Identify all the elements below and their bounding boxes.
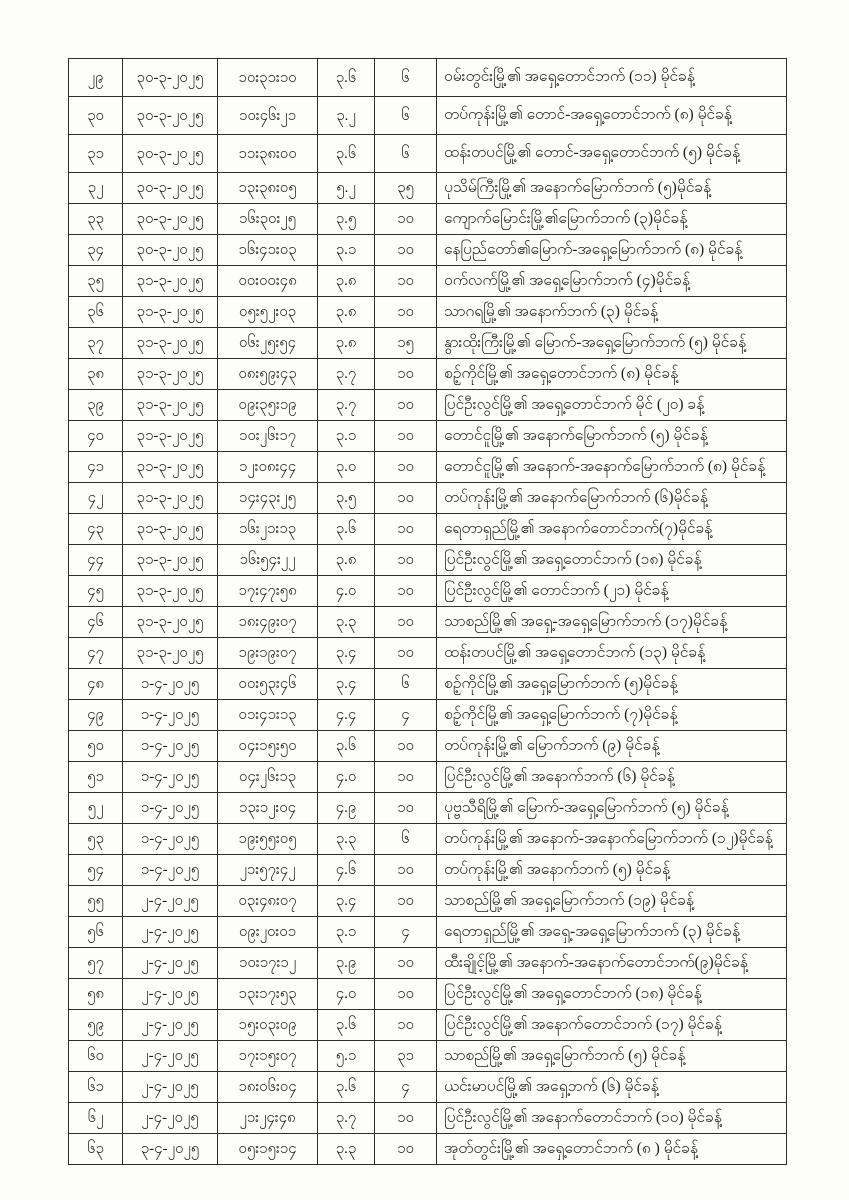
no-cell: ၃၄ [69,235,123,266]
location-cell: တပ်ကုန်းမြို့၏ အနောက်မြောက်ဘက် (၆)မိုင်ခန့် [437,483,787,514]
no-cell: ၃၁ [69,135,123,173]
date-cell: ၃၁-၃-၂၀၂၅ [123,328,218,359]
magnitude-cell: ၃.၂ [318,97,375,135]
time-cell: ၁၆း၂၁း၁၃ [218,514,318,545]
date-cell: ၃၁-၃-၂၀၂၅ [123,607,218,638]
time-cell: ၁၆း၅၄း၂၂ [218,545,318,576]
magnitude-cell: ၃.၅ [318,204,375,235]
magnitude-cell: ၃.၆ [318,59,375,97]
date-cell: ၃၁-၃-၂၀၂၅ [123,359,218,390]
depth-cell: ၁၅ [375,328,437,359]
depth-cell: ၁၀ [375,855,437,886]
time-cell: ၁၃း၃၈း၀၅ [218,173,318,204]
time-cell: ၀၁း၄၁း၁၃ [218,700,318,731]
depth-cell: ၆ [375,135,437,173]
depth-cell: ၁၀ [375,390,437,421]
date-cell: ၁-၄-၂၀၂၅ [123,762,218,793]
table-row [69,948,787,979]
date-cell: ၂-၄-၂၀၂၅ [123,1041,218,1072]
magnitude-cell: ၃.၇ [318,1103,375,1134]
location-cell: ပုသိမ်ကြီးမြို့၏ အနောက်မြောက်ဘက် (၅)မိုင်ခန့် [437,173,787,204]
location-cell: ပုဗ္ဗသီရိမြို့၏ မြောက်-အရှေ့မြောက်ဘက် (၅) မိုင်ခန့် [437,793,787,824]
table-row [69,1041,787,1072]
time-cell: ၁၈း၄၉း၀၇ [218,607,318,638]
date-cell: ၁-၄-၂၀၂၅ [123,669,218,700]
magnitude-cell: ၅.၁ [318,1041,375,1072]
depth-cell: ၄ [375,700,437,731]
magnitude-cell: ၃.၄ [318,886,375,917]
time-cell: ၁၃း၁၇း၅၃ [218,979,318,1010]
table-row [69,359,787,390]
location-cell: သာစည်မြို့၏ အရှေ့-အရှေ့မြောက်ဘက် (၁၇)မိုင်ခန့် [437,607,787,638]
date-cell: ၃-၄-၂၀၂၅ [123,1134,218,1165]
time-cell: ၁၀း၄၆း၂၁ [218,97,318,135]
time-cell: ၀၄း၁၅း၅၀ [218,731,318,762]
location-cell: နေပြည်တော်၏မြောက်-အရှေ့မြောက်ဘက် (၈) မိုင်ခန့် [437,235,787,266]
table-row [69,1010,787,1041]
depth-cell: ၃၁ [375,1041,437,1072]
time-cell: ၁၅း၀၃း၀၉ [218,1010,318,1041]
time-cell: ၁၇း၄၇း၅၈ [218,576,318,607]
no-cell: ၆၂ [69,1103,123,1134]
table-row [69,173,787,204]
depth-cell: ၁၀ [375,452,437,483]
table-row [69,97,787,135]
date-cell: ၁-၄-၂၀၂၅ [123,700,218,731]
depth-cell: ၁၀ [375,762,437,793]
date-cell: ၂-၄-၂၀၂၅ [123,979,218,1010]
date-cell: ၂-၄-၂၀၂၅ [123,1072,218,1103]
no-cell: ၃၆ [69,297,123,328]
location-cell: သာဂရမြို့၏ အနောက်ဘက် (၃) မိုင်ခန့် [437,297,787,328]
time-cell: ၁၃း၁၂း၀၄ [218,793,318,824]
depth-cell: ၄ [375,917,437,948]
magnitude-cell: ၄.၆ [318,855,375,886]
location-cell: ရေတာရှည်မြို့၏ အနောက်တောင်ဘက်(၇)မိုင်ခန့် [437,514,787,545]
table-row [69,607,787,638]
depth-cell: ၃၅ [375,173,437,204]
depth-cell: ၁၀ [375,948,437,979]
depth-cell: ၁၀ [375,204,437,235]
date-cell: ၃၀-၃-၂၀၂၅ [123,235,218,266]
location-cell: ကျောက်မြောင်းမြို့၏မြောက်ဘက် (၃)မိုင်ခန့် [437,204,787,235]
magnitude-cell: ၃.၃ [318,607,375,638]
table-row [69,1134,787,1165]
location-cell: ပြင်ဦးလွင်မြို့၏ အနောက်ဘက် (၆) မိုင်ခန့် [437,762,787,793]
table-row [69,669,787,700]
no-cell: ၅၄ [69,855,123,886]
table-row [69,452,787,483]
table-row [69,135,787,173]
table-row [69,1103,787,1134]
depth-cell: ၁၀ [375,607,437,638]
magnitude-cell: ၃.၀ [318,452,375,483]
date-cell: ၁-၄-၂၀၂၅ [123,793,218,824]
magnitude-cell: ၄.၉ [318,793,375,824]
depth-cell: ၁၀ [375,483,437,514]
location-cell: နွားထိုးကြီးမြို့၏ မြောက်-အရှေ့မြောက်ဘက် (၅) မိုင်ခန့် [437,328,787,359]
date-cell: ၃၁-၃-၂၀၂၅ [123,545,218,576]
no-cell: ၄၈ [69,669,123,700]
no-cell: ၄၆ [69,607,123,638]
magnitude-cell: ၃.၁ [318,917,375,948]
date-cell: ၃၀-၃-၂၀၂၅ [123,135,218,173]
depth-cell: ၁၀ [375,979,437,1010]
depth-cell: ၁၀ [375,1103,437,1134]
date-cell: ၃၁-၃-၂၀၂၅ [123,452,218,483]
time-cell: ၀၉း၂၀း၀၁ [218,917,318,948]
time-cell: ၀၀း၅၃း၄၆ [218,669,318,700]
magnitude-cell: ၃.၉ [318,948,375,979]
no-cell: ၆၃ [69,1134,123,1165]
time-cell: ၁၄း၄၃း၂၅ [218,483,318,514]
time-cell: ၂၁း၅၇း၄၂ [218,855,318,886]
time-cell: ၁၀း၂၆း၁၇ [218,421,318,452]
date-cell: ၃၀-၃-၂၀၂၅ [123,204,218,235]
no-cell: ၄၁ [69,452,123,483]
table-row [69,545,787,576]
location-cell: ထီးချိုင့်မြို့၏ အနောက်-အနောက်တောင်ဘက်(၉)မိုင်ခန့် [437,948,787,979]
magnitude-cell: ၃.၃ [318,824,375,855]
no-cell: ၄၃ [69,514,123,545]
date-cell: ၃၁-၃-၂၀၂၅ [123,483,218,514]
date-cell: ၂-၄-၂၀၂၅ [123,917,218,948]
no-cell: ၃၅ [69,266,123,297]
location-cell: ပြင်ဦးလွင်မြို့၏ အနောက်တောင်ဘက် (၁၇) မိုင်ခန့် [437,1010,787,1041]
depth-cell: ၆ [375,669,437,700]
magnitude-cell: ၃.၆ [318,1072,375,1103]
date-cell: ၃၀-၃-၂၀၂၅ [123,97,218,135]
time-cell: ၁၀း၃၁း၁၀ [218,59,318,97]
table-row [69,266,787,297]
depth-cell: ၁၀ [375,886,437,917]
location-cell: ယင်းမာပင်မြို့၏ အရှေ့ဘက် (၆) မိုင်ခန့် [437,1072,787,1103]
table-body [69,59,787,1165]
magnitude-cell: ၃.၈ [318,545,375,576]
date-cell: ၃၀-၃-၂၀၂၅ [123,173,218,204]
no-cell: ၆၁ [69,1072,123,1103]
location-cell: တပ်ကုန်းမြို့၏ အနောက်ဘက် (၅) မိုင်ခန့် [437,855,787,886]
table-row [69,59,787,97]
location-cell: တပ်ကုန်းမြို့၏ အနောက်-အနောက်မြောက်ဘက် (၁၂)မိုင်ခန့် [437,824,787,855]
no-cell: ၅၆ [69,917,123,948]
location-cell: ထန်းတပင်မြို့၏ တောင်-အရှေ့တောင်ဘက် (၅) မိုင်ခန့် [437,135,787,173]
location-cell: စဉ့်ကိုင်မြို့၏ အရှေ့တောင်ဘက် (၈) မိုင်ခန့် [437,359,787,390]
time-cell: ၁၂း၀၈း၄၄ [218,452,318,483]
location-cell: တောင်ငူမြို့၏ အနောက်-အနောက်မြောက်ဘက် (၈) မိုင်ခန့် [437,452,787,483]
depth-cell: ၁၀ [375,266,437,297]
location-cell: တပ်ကုန်းမြို့၏ မြောက်ဘက် (၉) မိုင်ခန့် [437,731,787,762]
no-cell: ၄၄ [69,545,123,576]
no-cell: ၆၀ [69,1041,123,1072]
table-row [69,886,787,917]
magnitude-cell: ၄.၀ [318,762,375,793]
date-cell: ၁-၄-၂၀၂၅ [123,731,218,762]
location-cell: ရေတာရှည်မြို့၏ အရှေ့-အရှေ့မြောက်ဘက် (၃) မိုင်ခန့် [437,917,787,948]
table-row [69,762,787,793]
location-cell: ပြင်ဦးလွင်မြို့၏ အရှေ့တောင်ဘက် မိုင် (၂၀) ခန့် [437,390,787,421]
date-cell: ၁-၄-၂၀၂၅ [123,855,218,886]
no-cell: ၃၇ [69,328,123,359]
magnitude-cell: ၄.၀ [318,979,375,1010]
location-cell: ဝက်လက်မြို့၏ အရှေ့မြောက်ဘက် (၄)မိုင်ခန့် [437,266,787,297]
magnitude-cell: ၃.၅ [318,483,375,514]
time-cell: ၁၆း၄၁း၀၃ [218,235,318,266]
no-cell: ၅၀ [69,731,123,762]
time-cell: ၀၃း၄၈း၀၇ [218,886,318,917]
no-cell: ၃၀ [69,97,123,135]
location-cell: ပြင်ဦးလွင်မြို့၏ တောင်ဘက် (၂၁) မိုင်ခန့် [437,576,787,607]
table-row [69,793,787,824]
location-cell: စဉ့်ကိုင်မြို့၏ အရှေ့မြောက်ဘက် (၅)မိုင်ခန့် [437,669,787,700]
magnitude-cell: ၃.၇ [318,390,375,421]
no-cell: ၄၅ [69,576,123,607]
date-cell: ၃၀-၃-၂၀၂၅ [123,59,218,97]
table-row [69,421,787,452]
depth-cell: ၆ [375,59,437,97]
no-cell: ၅၃ [69,824,123,855]
no-cell: ၄၂ [69,483,123,514]
table-row [69,235,787,266]
depth-cell: ၁၀ [375,421,437,452]
location-cell: သာစည်မြို့၏ အရှေ့မြောက်ဘက် (၁၉) မိုင်ခန့် [437,886,787,917]
date-cell: ၃၁-၃-၂၀၂၅ [123,297,218,328]
table-row [69,731,787,762]
location-cell: တောင်ငူမြို့၏ အနောက်မြောက်ဘက် (၅) မိုင်ခန့် [437,421,787,452]
depth-cell: ၁၀ [375,1134,437,1165]
no-cell: ၅၂ [69,793,123,824]
table-row [69,917,787,948]
location-cell: ပြင်ဦးလွင်မြို့၏ အရှေ့တောင်ဘက် (၁၈) မိုင်ခန့် [437,979,787,1010]
no-cell: ၅၈ [69,979,123,1010]
time-cell: ၁၆း၃၀း၂၅ [218,204,318,235]
no-cell: ၅၁ [69,762,123,793]
time-cell: ၀၉း၃၅း၁၉ [218,390,318,421]
time-cell: ၁၉း၁၉း၀၇ [218,638,318,669]
time-cell: ၁၀း၁၇း၁၂ [218,948,318,979]
magnitude-cell: ၃.၁ [318,235,375,266]
location-cell: တပ်ကုန်းမြို့၏ တောင်-အရှေ့တောင်ဘက် (၈) မိုင်ခန့် [437,97,787,135]
table-row [69,824,787,855]
no-cell: ၅၉ [69,1010,123,1041]
date-cell: ၁-၄-၂၀၂၅ [123,824,218,855]
time-cell: ၀၅း၁၅း၁၄ [218,1134,318,1165]
depth-cell: ၁၀ [375,514,437,545]
depth-cell: ၁၀ [375,731,437,762]
table-row [69,514,787,545]
depth-cell: ၄ [375,1072,437,1103]
time-cell: ၁၇း၁၅း၀၇ [218,1041,318,1072]
time-cell: ၁၁း၃၈း၀၀ [218,135,318,173]
time-cell: ၂၁း၂၄း၄၈ [218,1103,318,1134]
table-row [69,297,787,328]
date-cell: ၃၁-၃-၂၀၂၅ [123,266,218,297]
table-row [69,855,787,886]
time-cell: ၀၅း၅၂း၀၃ [218,297,318,328]
depth-cell: ၁၀ [375,545,437,576]
location-cell: ဝမ်းတွင်းမြို့၏ အရှေ့တောင်ဘက် (၁၁) မိုင်ခန့် [437,59,787,97]
time-cell: ၁၉း၅၅း၀၅ [218,824,318,855]
no-cell: ၃၉ [69,390,123,421]
date-cell: ၃၁-၃-၂၀၂၅ [123,638,218,669]
depth-cell: ၁၀ [375,235,437,266]
magnitude-cell: ၃.၄ [318,669,375,700]
location-cell: သာစည်မြို့၏ အရှေ့မြောက်ဘက် (၅) မိုင်ခန့် [437,1041,787,1072]
table-row [69,638,787,669]
date-cell: ၃၁-၃-၂၀၂၅ [123,514,218,545]
magnitude-cell: ၃.၃ [318,1134,375,1165]
date-cell: ၃၁-၃-၂၀၂၅ [123,576,218,607]
location-cell: စဉ့်ကိုင်မြို့၏ အရှေ့မြောက်ဘက် (၇)မိုင်ခန့် [437,700,787,731]
magnitude-cell: ၄.၄ [318,700,375,731]
time-cell: ၀၀း၀၀း၄၈ [218,266,318,297]
table-row [69,483,787,514]
location-cell: ပြင်ဦးလွင်မြို့၏ အနောက်တောင်ဘက် (၁၀) မိုင်ခန့် [437,1103,787,1134]
magnitude-cell: ၃.၆ [318,514,375,545]
location-cell: ပြင်ဦးလွင်မြို့၏ အရှေ့တောင်ဘက် (၁၈) မိုင်ခန့် [437,545,787,576]
table-row [69,576,787,607]
no-cell: ၃၂ [69,173,123,204]
magnitude-cell: ၃.၄ [318,638,375,669]
time-cell: ၀၈း၅၉း၄၃ [218,359,318,390]
date-cell: ၃၁-၃-၂၀၂၅ [123,390,218,421]
earthquake-table [68,58,787,1165]
depth-cell: ၁၀ [375,638,437,669]
depth-cell: ၁၀ [375,297,437,328]
date-cell: ၂-၄-၂၀၂၅ [123,1103,218,1134]
depth-cell: ၁၀ [375,793,437,824]
magnitude-cell: ၃.၈ [318,328,375,359]
table-row [69,979,787,1010]
time-cell: ၀၄း၂၆း၁၃ [218,762,318,793]
depth-cell: ၁၀ [375,576,437,607]
magnitude-cell: ၃.၆ [318,135,375,173]
location-cell: ထန်းတပင်မြို့၏ အရှေ့တောင်ဘက် (၁၃) မိုင်ခန့် [437,638,787,669]
magnitude-cell: ၅.၂ [318,173,375,204]
date-cell: ၂-၄-၂၀၂၅ [123,1010,218,1041]
depth-cell: ၆ [375,97,437,135]
no-cell: ၄၉ [69,700,123,731]
table-row [69,328,787,359]
date-cell: ၂-၄-၂၀၂၅ [123,948,218,979]
no-cell: ၃၈ [69,359,123,390]
magnitude-cell: ၃.၆ [318,731,375,762]
table-row [69,1072,787,1103]
depth-cell: ၁၀ [375,1010,437,1041]
date-cell: ၃၁-၃-၂၀၂၅ [123,421,218,452]
magnitude-cell: ၃.၆ [318,1010,375,1041]
location-cell: အုတ်တွင်းမြို့၏ အရှေ့တောင်ဘက် (၈ ) မိုင်ခန့် [437,1134,787,1165]
depth-cell: ၁၀ [375,359,437,390]
magnitude-cell: ၃.၁ [318,421,375,452]
date-cell: ၂-၄-၂၀၂၅ [123,886,218,917]
magnitude-cell: ၃.၈ [318,297,375,328]
table-row [69,204,787,235]
magnitude-cell: ၄.၀ [318,576,375,607]
no-cell: ၄၇ [69,638,123,669]
time-cell: ၁၈း၀၆း၀၄ [218,1072,318,1103]
no-cell: ၄၀ [69,421,123,452]
no-cell: ၅၅ [69,886,123,917]
magnitude-cell: ၃.၇ [318,359,375,390]
time-cell: ၀၆း၂၅း၅၄ [218,328,318,359]
magnitude-cell: ၃.၈ [318,266,375,297]
table-row [69,390,787,421]
no-cell: ၃၃ [69,204,123,235]
no-cell: ၅၇ [69,948,123,979]
no-cell: ၂၉ [69,59,123,97]
table-row [69,700,787,731]
depth-cell: ၆ [375,824,437,855]
